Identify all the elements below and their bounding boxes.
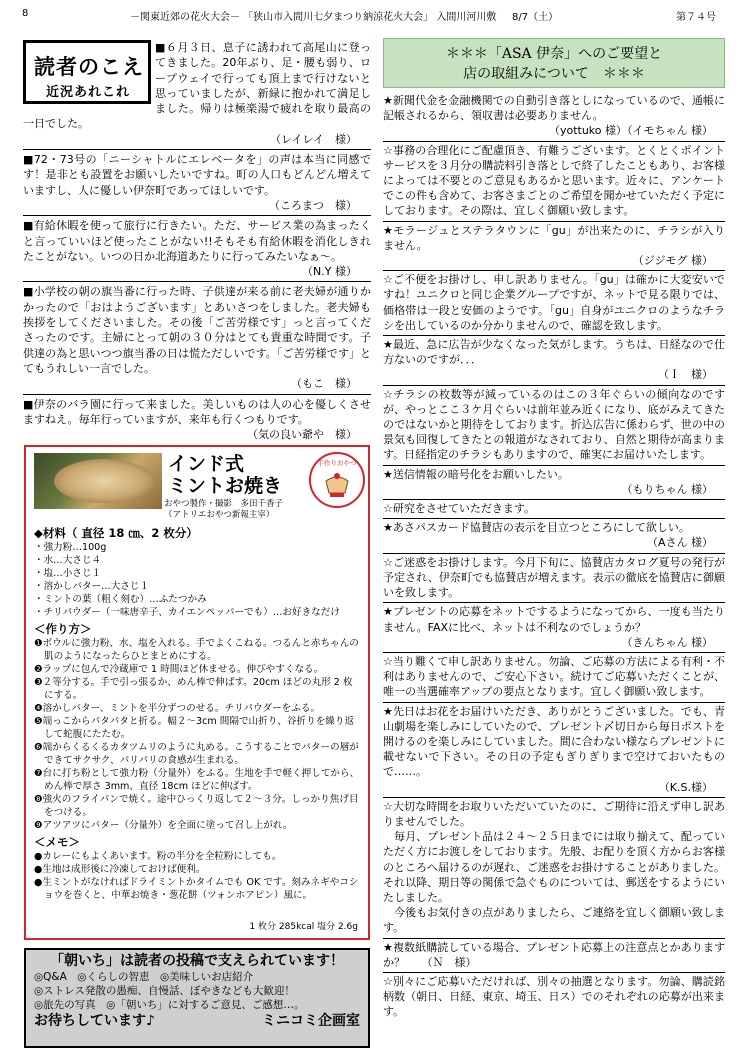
asa-section-header (383, 38, 725, 88)
ingredient: ・チリパウダー（一味唐辛子、カイエンペッパーでも）…お好きなだけ (34, 607, 340, 618)
qa-item (383, 973, 725, 1022)
qa-text: ★新聞代金を金融機関での自動引き落としになっているので、通帳に記帳されるから、領収書は必要ありません。 (383, 94, 725, 123)
qa-item (383, 336, 725, 386)
reader-entry (23, 282, 371, 394)
ingredient: ・溶かしバター…大さじ１ (34, 581, 150, 592)
step: ❺端っこからパタパタと折る。幅２～3cm 間隔で山折り、谷折りを繰り返して蛇腹にたたむ。 (34, 716, 355, 740)
qa-text: ☆事務の合理化にご配慮頂き、有難うございます。とくとくポイントサービスを３月分の購読料引き落としで終了したこともあり、お客様によっては不要とのご意見もあるかと思います。近々に、アンケートでこの件も含めて、お客さまごとのご希望を聞かせていただく予定にしております。その際は、宜しく御願い致します。 (383, 143, 725, 218)
qa-text: ☆大切な時間をお取りいただいていたのに、ご期待に沿えず申し訳ありませんでした。 毎月、プレゼント品は２４～２５日までには取り揃えて、配っていただく方にお渡しをしております。先般、お配りを頂く方からお客様のところへ届けるのが遅れ、ご迷惑をお掛けすることがありました。それ以降、期日等の関係で急ぐものについては、郵送をするようにいたしました。 今後もお気付きの点がありましたら、ご連絡を宜しく御願い致します。 (383, 799, 725, 935)
reader-entry (23, 150, 371, 216)
qa-text: ☆ご不便をお掛けし、申し訳ありません。「gu」は確かに大変安いですね！ユニクロと同じ企業グループですが、ネットで見る限りでは、価格帯は一段と安価のようです。「gu」自身がユニクロのようなチラシを出しているのか分かりませんので、確認を致します。 (383, 273, 725, 332)
qa-item (383, 703, 725, 798)
qa-text: ☆別々にご応募いただければ、別々の抽選となります。勿論、購読銘柄数（朝日、日経、東京、埼玉、日ス）でのそれぞれの応募が出来ます。 (383, 974, 725, 1019)
entry-author: （気の良い爺や 様） (247, 428, 357, 442)
qa-text: ☆研究をさせていただきます。 (383, 502, 535, 516)
entry-text: ■伊奈のバラ園に行って来ました。美しいものは人の心を優しくさせますねえ。毎年行っていますが、来年も行くつもりです。 (23, 397, 371, 426)
ingredient: ・塩…小さじ１ (34, 568, 102, 579)
step: ❽強火のフライパンで焼く。途中ひっくり返して２～３分。しっかり焦げ目をつける。 (34, 794, 359, 818)
asa-title-line: 店の取組みについて ＊＊＊ (463, 66, 645, 82)
qa-item (383, 222, 725, 272)
recipe-title: インド式 ミントお焼き (168, 453, 283, 497)
qa-text: ★複数紙購読している場合、プレゼント応募上の注意点とかありますか？ （Ｎ 様） (383, 940, 725, 969)
qa-text: ☆当り難くて申し訳ありません。勿論、ご応募の方法による有利・不利はありませんので、ご安心下さい。続けてご応募いただくことが、唯一の当選確率アップの要点となります。宜しく御願い致します。 (383, 654, 725, 699)
recipe-photo (34, 453, 162, 509)
memo-item: ●カレーにもよくあいます。粉の半分を全粒粉にしても。 (34, 851, 282, 862)
qa-text: ★あさパスカード協賛店の表示を目立つところにして欲しい。 (383, 521, 690, 535)
qa-item (383, 92, 725, 142)
dessert-badge-icon (308, 451, 366, 509)
entry-text: ■６月３日、息子に誘われて高尾山に登ってきました。20年ぶり、足・腰も弱り、ロープウェイで行っても頂上まで行けないと思っていましたが、新緑に抱かれて満足しました。帰りは極楽湯で疲れを取り最高の一日でした。 (23, 41, 371, 131)
entry-text: ■72・73号の「ニーシャトルにエレベータを」の声は本当に同感です！是非とも設置をお願いしたいですね。町の人口もどんどん増えていますし、人に優しい伊奈町であってほしいです。 (23, 153, 371, 197)
readers-corner-title: 読者のこえ (34, 54, 144, 79)
promo-publisher: ミニコミ企画室 (262, 1013, 360, 1029)
memo-list (34, 850, 360, 902)
asa-title-line: ＊＊＊「ASA 伊奈」へのご要望と (445, 46, 663, 62)
qa-item (383, 142, 725, 222)
qa-author: （Aさん 様） (646, 536, 713, 550)
step: ❶ボウルに強力粉、水、塩を入れる。手でよくこねる。つるんと赤ちゃんの肌のようになったらひとまとめにする。 (34, 638, 359, 662)
promo-footer (34, 1014, 360, 1028)
entry-text: ■小学校の朝の旗当番に行った時、子供達が来る前に老夫婦が通りかかったので「おはようございます」とあいさつをしました。老夫婦も挨拶をしてくださいました。その後「ご苦労様です」っと言ってくださったのです。主婦にとって朝の３０分はとても貴重な時間です。子供達の為と思いつつ旗当番の日は慌ただしいです。「ご苦労様です」とてもうれしい一言でした。 (23, 285, 371, 375)
entry-author: （ころまつ 様） (269, 198, 357, 212)
qa-item (383, 519, 725, 553)
memo-item: ●生地は成形後に冷凍しておけば便利。 (34, 864, 206, 875)
qa-item (383, 554, 725, 604)
memo-item: ●生ミントがなければドライミントかタイムでも OK です。刻みネギやコショウを巻くと、中華お焼き・葱花餅（ツォンホアピン）風に。 (34, 877, 359, 901)
steps-heading: ＜作り方＞ (34, 622, 92, 636)
step: ❼台に打ち粉として強力粉（分量外）をふる。生地を手で軽く押してから、めん棒で厚さ 3mm、直径 18cm ほどに伸ばす。 (34, 768, 360, 792)
qa-item (383, 466, 725, 500)
entry-author: （N.Y 様） (302, 265, 357, 279)
ingredients-heading: ◆材料（ 直径 18 ㎝、2 枚分） (34, 526, 198, 540)
qa-author: （ジジモグ 様） (632, 254, 713, 268)
promo-line: ◎旅先の写真 ◎「朝いち」に対するご意見、ご感想…。 (34, 999, 305, 1011)
step: ❻端からくるくるカタツムリのように丸める。こうすることでバターの層ができてサクサク、パリパリの食感が生まれる。 (34, 742, 359, 766)
step: ❸２等分する。手で引っ張るか、めん棒で伸ばす。20cm ほどの丸形 2 枚にする。 (34, 677, 353, 701)
memo-heading: ＜メモ＞ (34, 835, 80, 849)
ingredient: ・水…大さじ４ (34, 555, 102, 566)
qa-text: ★モラージュとステラタウンに「gu」が出来たのに、チラシが入りません。 (383, 223, 725, 252)
entry-author: （もこ 様） (291, 377, 357, 391)
promo-call: お待ちしています♪ (34, 1013, 155, 1029)
asa-qa-list (383, 92, 725, 1022)
issue-number: 第７４号 (676, 12, 716, 23)
qa-text: ☆ご迷惑をお掛けします。今月下旬に、協賛店カタログ夏号の発行が予定され、伊奈町でも協賛店が増えます。表示の徹底を協賛店に御願いを致します。 (383, 555, 725, 600)
qa-item (383, 798, 725, 939)
ingredients-list (34, 541, 360, 619)
qa-item (383, 271, 725, 336)
qa-author: （K.S.様） (658, 780, 713, 794)
step: ❹溶かしバター、ミントを半分ずつのせる。チリパウダーをふる。 (34, 703, 321, 714)
qa-author: （きんちゃん 様） (621, 635, 713, 649)
page-number: 8 (22, 8, 29, 19)
recipe-box (24, 445, 370, 940)
recipe-calories: 1 枚分 285kcal 塩分 2.6g (249, 922, 358, 932)
qa-text: ☆チラシの枚数等が減っているのはこの３年ぐらいの傾向なのですが、やっとここ３ケ月ぐらいは前年並み近くになり、底がみえてきたのではないかと期待をしております。折込広告に係わらず、世の中の景気も回復してきたとの報道がなされており、自然と期待が高まります。日経指定のチラシもありますので、確実にお届けいたします。 (383, 387, 725, 462)
header-title: －関東近郊の花火大会－ 「狭山市入間川七夕まつり納涼花火大会」 入間川河川敷 (130, 12, 497, 23)
qa-item (383, 603, 725, 653)
promo-title: 「朝いち」は読者の投稿で支えられています！ (50, 953, 344, 969)
recipe-credit: おやつ製作・撮影 多田千香子 （アトリエおやつ新報主宰） (164, 499, 284, 520)
qa-author: （Ｉ 様） (658, 368, 713, 382)
qa-text: ★先日はお花をお届けいただき、ありがとうございました。でも、青山劇場を楽しみにしていたので、プレゼント〆切日から毎日ポストを開けるのを楽しみにしていました。間に合わない様ならプレゼントに載せないで下さい。その日の予定もぎりぎりまで空けておいたもので……。 (383, 704, 725, 779)
ingredient: ・強力粉…100g (34, 542, 107, 553)
qa-item (383, 386, 725, 466)
badge-label: 手作りおやつ (317, 459, 357, 467)
entry-author: （レイレイ 様） (270, 132, 357, 146)
promo-line: ◎Q&A ◎くらしの智恵 ◎美味しいお店紹介 (34, 971, 254, 983)
promo-line: ◎ストレス発散の愚痴、自慢話、ぼやきなども大歓迎！ (34, 985, 295, 997)
qa-text: ★プレゼントの応募をネットでするようになってから、一度も当たりません。FAXに比べ、ネットは不利なのでしょうか？ (383, 605, 725, 634)
submission-promo (24, 948, 370, 1048)
qa-item (383, 500, 725, 519)
readers-corner-title-box (23, 40, 151, 104)
reader-entry (23, 395, 371, 445)
readers-corner-subtitle: 近況あれこれ (46, 85, 131, 100)
steps-list (34, 637, 360, 832)
page-header (12, 6, 736, 26)
step: ❷ラップに包んで冷蔵庫で 1 時間ほど休ませる。伸びやすくなる。 (34, 664, 324, 675)
header-date: 8/7（土） (512, 12, 559, 23)
qa-author: （もりちゃん 様） (621, 482, 713, 496)
qa-text: ★送信情報の暗号化をお願いしたい。 (383, 467, 569, 481)
reader-entry (23, 216, 371, 282)
entry-text: ■有給休暇を使って旅行に行きたい。ただ、サービス業の為まったくと言っていいほど使ったことがない!!そもそも有給休暇を消化しきれたことがない。いつの日か北海道あたりに行ってみたいなぁ～。 (23, 219, 371, 263)
ingredient: ・ミントの葉（粗く刻む）…ふたつかみ (34, 594, 207, 605)
qa-author: （yottuko 様）（イモちゃん 様） (548, 124, 713, 138)
qa-text: ★最近、急に広告が少なくなった気がします。うちは、日経なので仕方ないのですが．．． (383, 338, 725, 367)
recipe-body (34, 527, 360, 906)
qa-item (383, 939, 725, 973)
step: ❾アツアツにバター（分量外）を全面に塗って召し上がれ。 (34, 820, 293, 831)
qa-item (383, 653, 725, 703)
